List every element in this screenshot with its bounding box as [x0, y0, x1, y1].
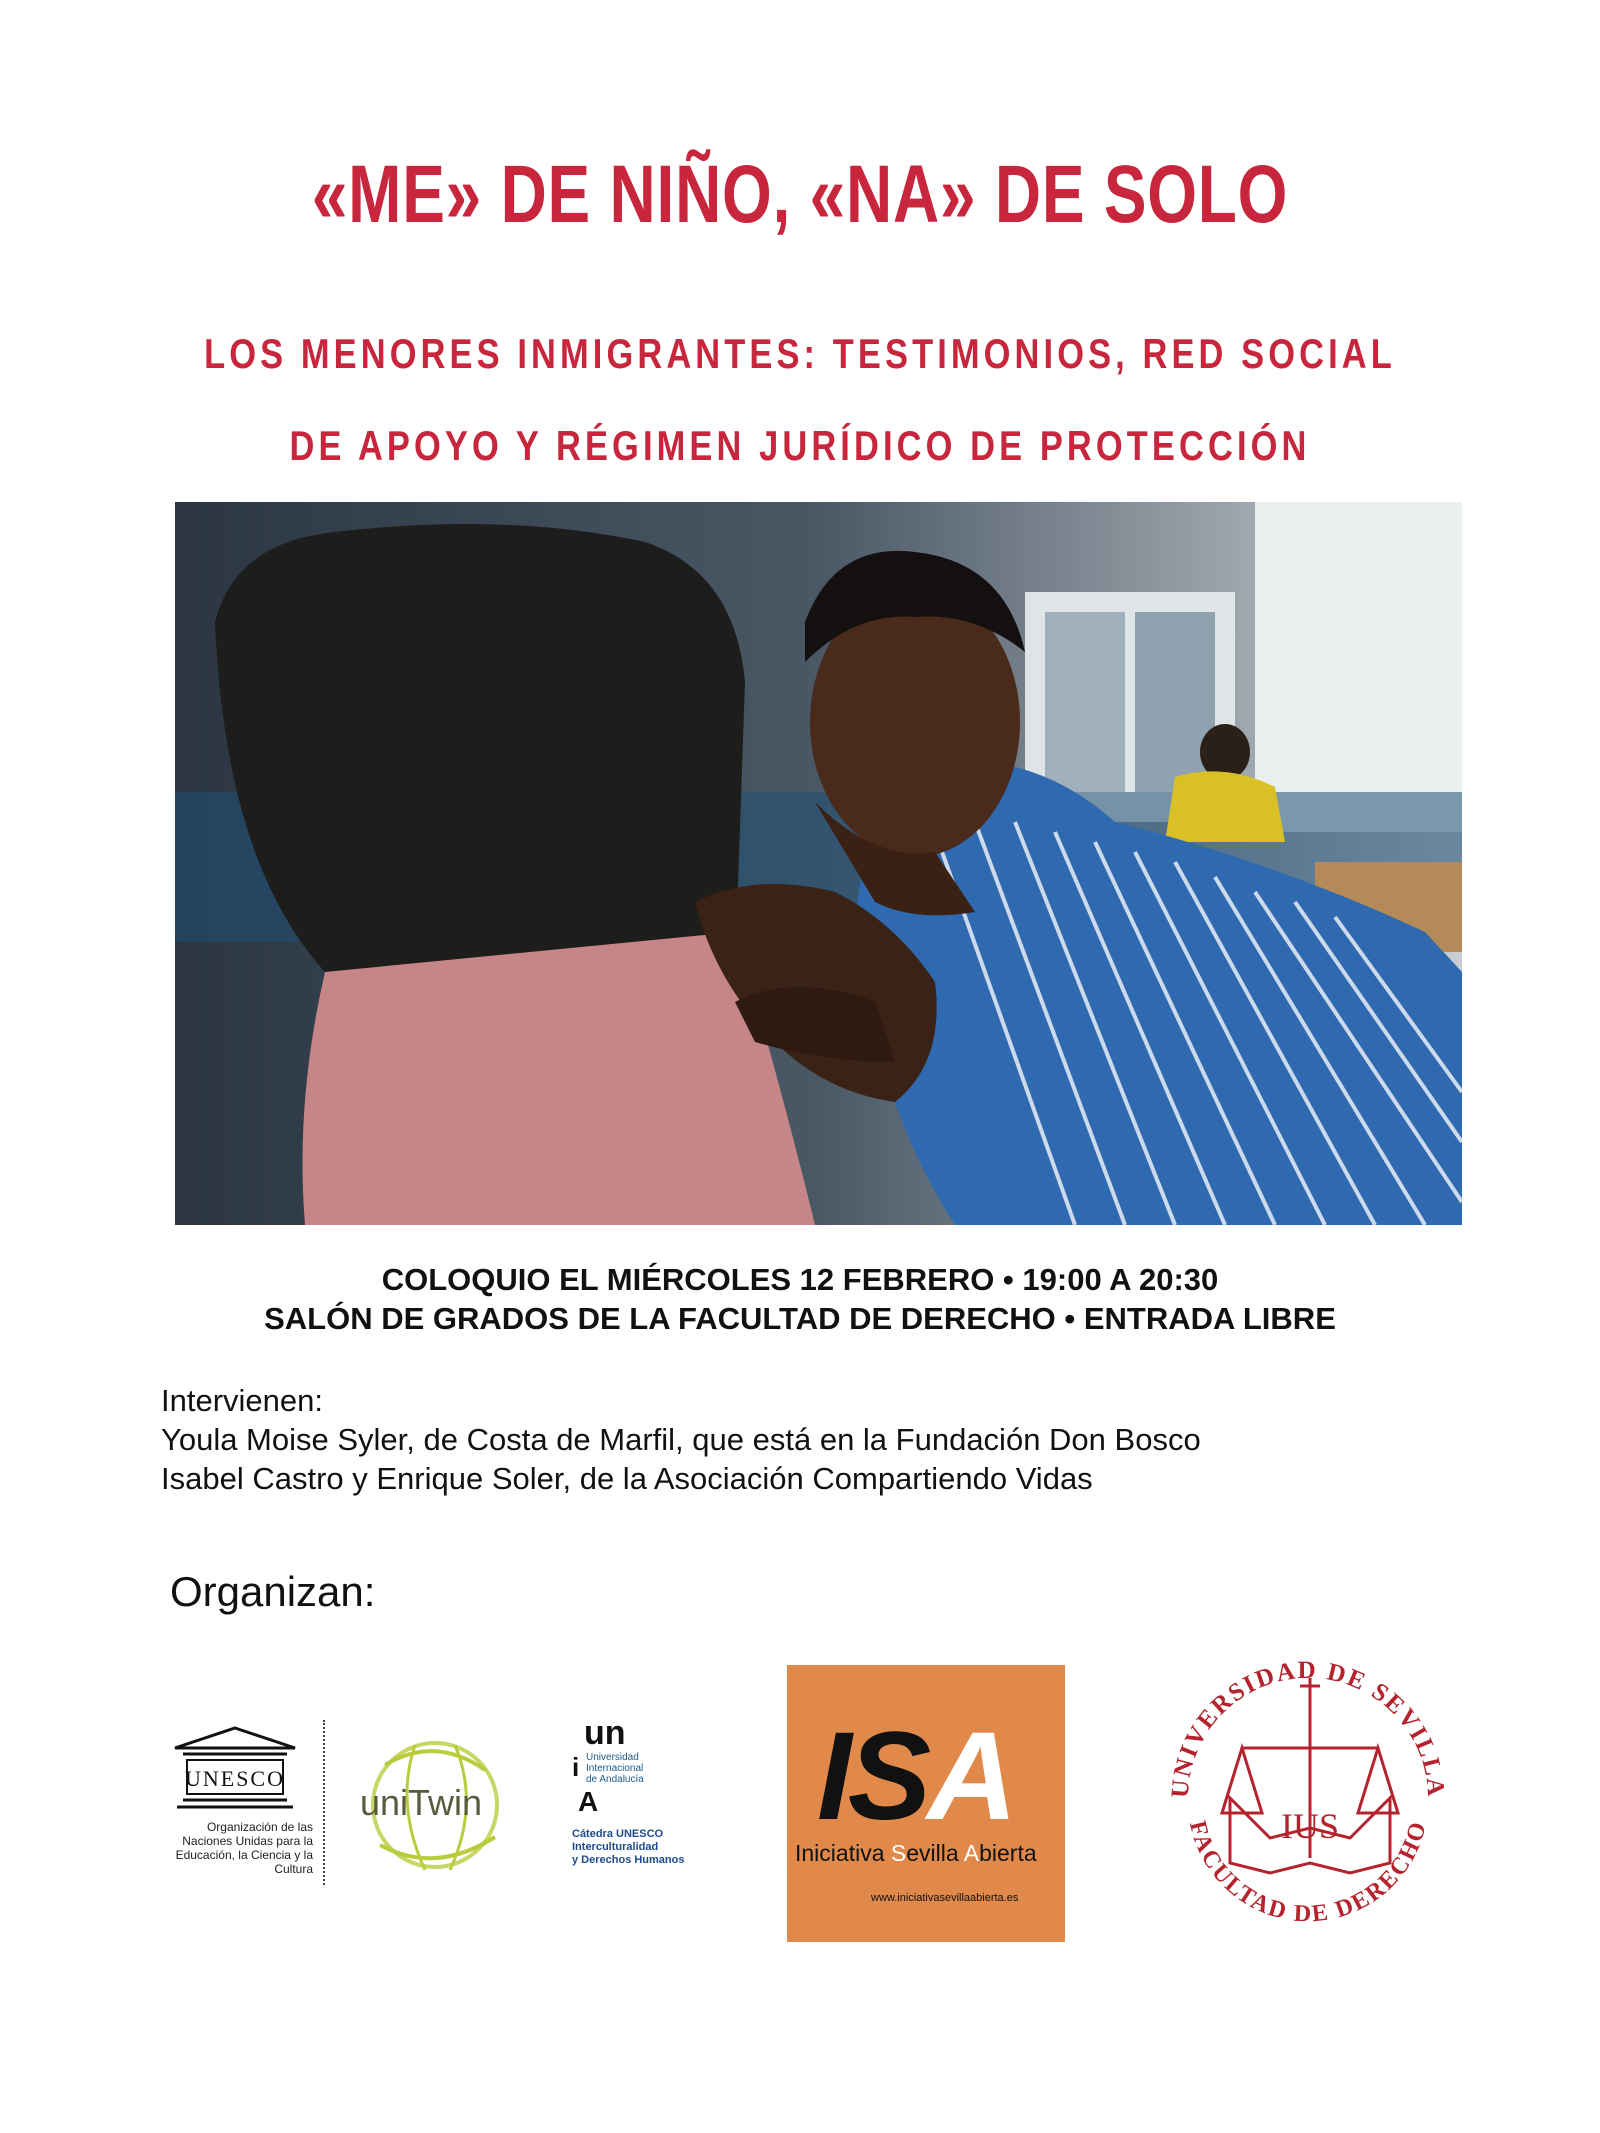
poster-title: «ME» DE NIÑO, «NA» DE SOLO: [311, 149, 1289, 240]
unesco-divider: [323, 1720, 325, 1885]
speakers-heading: Intervienen:: [161, 1383, 323, 1418]
speakers-block: [161, 1381, 1201, 1498]
unesco-name: Organización de las Naciones Unidas para la Educación, la Ciencia y la Cultura: [175, 1820, 313, 1876]
isa-name: Iniciativa Sevilla Abierta: [795, 1840, 1037, 1866]
isa-url: www.iniciativasevillaabierta.es: [871, 1892, 1019, 1904]
poster-subtitle-line-1: LOS MENORES INMIGRANTES: TESTIMONIOS, RED SOCIAL: [204, 330, 1396, 377]
universidad-sevilla-seal: [1160, 1648, 1455, 1958]
speaker-line: Youla Moise Syler, de Costa de Marfil, que está en la Fundación Don Bosco: [161, 1422, 1201, 1457]
isa-mark: ISA: [817, 1707, 1014, 1846]
unesco-wordmark: UNESCO: [184, 1766, 286, 1791]
unia-name: Universidad Internacional de Andalucía: [586, 1752, 644, 1785]
unia-mark-un: un: [584, 1714, 626, 1752]
isa-logo: [787, 1665, 1065, 1942]
unitwin-name: uniTwin: [360, 1782, 483, 1823]
unia-mark-a: A: [578, 1786, 599, 1817]
us-seal-ius: IUS: [1280, 1806, 1340, 1846]
speaker-line: Isabel Castro y Enrique Soler, de la Asociación Compartiendo Vidas: [161, 1461, 1093, 1496]
poster-subtitle-line-2: DE APOYO Y RÉGIMEN JURÍDICO DE PROTECCIÓN: [289, 422, 1311, 469]
us-arc-top: UNIVERSIDAD DE SEVILLA: [1166, 1656, 1450, 1799]
event-photo: [175, 502, 1462, 1225]
unia-chair: Cátedra UNESCO Interculturalidad y Derechos Humanos: [572, 1828, 685, 1866]
event-date-time: COLOQUIO EL MIÉRCOLES 12 FEBRERO • 19:00 A 20:30: [381, 1262, 1219, 1297]
svg-text:UNIVERSIDAD DE SEVILLA: [1167, 1657, 1450, 1799]
organizers-heading: Organizan:: [170, 1568, 376, 1615]
unia-mark-i: i: [572, 1752, 580, 1782]
us-arc-bottom: FACULTAD DE DERECHO: [1183, 1817, 1433, 1928]
event-venue: SALÓN DE GRADOS DE LA FACULTAD DE DERECHO • ENTRADA LIBRE: [264, 1301, 1336, 1336]
